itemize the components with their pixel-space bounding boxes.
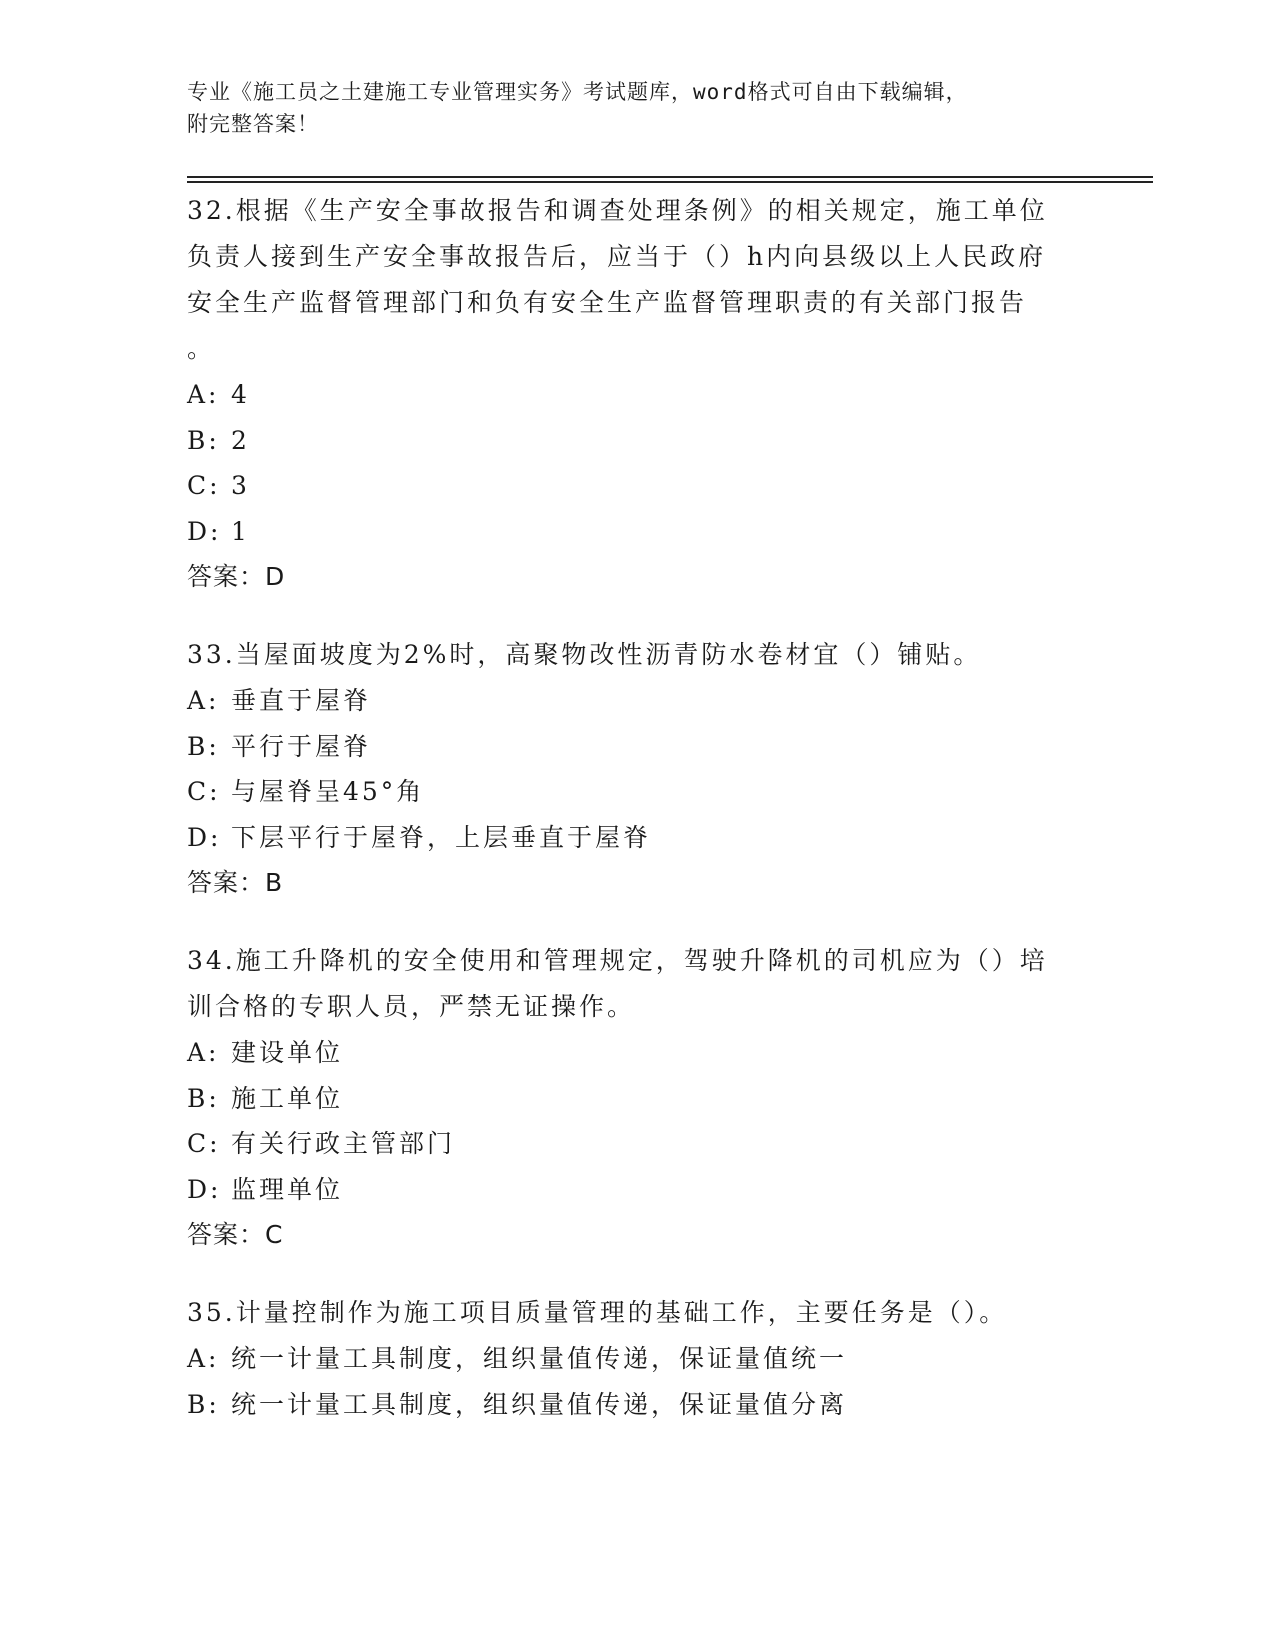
question-text-line: 。 <box>187 334 216 363</box>
option-key: D: <box>187 1174 222 1204</box>
option-b <box>187 1076 1087 1122</box>
option-text: 平行于屋脊 <box>231 731 372 761</box>
answer-line: 答案：B <box>187 868 284 897</box>
option-c <box>187 1121 1087 1167</box>
question-33 <box>187 632 1087 906</box>
option-text: 监理单位 <box>231 1174 344 1204</box>
option-key: C: <box>187 471 221 500</box>
question-35 <box>187 1290 1087 1427</box>
option-c <box>187 463 1087 509</box>
question-text-line: 训合格的专职人员，严禁无证操作。 <box>187 992 636 1021</box>
question-text-line: 32.根据《生产安全事故报告和调查处理条例》的相关规定，施工单位 <box>187 196 1048 225</box>
question-text-line: 33.当屋面坡度为2%时，高聚物改性沥青防水卷材宜（）铺贴。 <box>187 640 982 669</box>
option-text: 统一计量工具制度，组织量值传递，保证量值分离 <box>231 1389 848 1419</box>
option-key: A: <box>187 1344 220 1373</box>
option-key: B: <box>187 425 220 455</box>
option-text: 有关行政主管部门 <box>231 1129 456 1158</box>
header-line-2: 附完整答案！ <box>187 112 319 136</box>
header-line-1: 专业《施工员之土建施工专业管理实务》考试题库，word格式可自由下载编辑， <box>187 80 968 104</box>
option-a <box>187 1030 1087 1076</box>
option-text: 2 <box>231 425 250 455</box>
question-text-line: 35.计量控制作为施工项目质量管理的基础工作，主要任务是（）。 <box>187 1298 1008 1327</box>
option-text: 施工单位 <box>231 1083 344 1113</box>
question-text-line: 安全生产监督管理部门和负有安全生产监督管理职责的有关部门报告 <box>187 288 1028 317</box>
option-d <box>187 1167 1087 1213</box>
option-b <box>187 418 1087 464</box>
option-key: C: <box>187 1129 221 1158</box>
question-34 <box>187 938 1087 1258</box>
option-d <box>187 815 1087 861</box>
option-text: 与屋脊呈45°角 <box>231 777 425 806</box>
answer-line: 答案：C <box>187 1220 284 1249</box>
option-text: 统一计量工具制度，组织量值传递，保证量值统一 <box>231 1344 848 1373</box>
option-key: B: <box>187 731 220 761</box>
option-key: B: <box>187 1083 220 1113</box>
option-d <box>187 509 1087 555</box>
option-key: A: <box>187 380 220 409</box>
option-key: D: <box>187 516 222 546</box>
header-divider-bottom <box>187 181 1153 183</box>
question-text-line: 34.施工升降机的安全使用和管理规定，驾驶升降机的司机应为（）培 <box>187 946 1048 975</box>
option-b <box>187 1382 1087 1428</box>
option-b <box>187 724 1087 770</box>
option-key: D: <box>187 822 222 852</box>
option-text: 1 <box>231 516 250 546</box>
option-text: 下层平行于屋脊，上层垂直于屋脊 <box>231 822 652 852</box>
header-divider-top <box>187 176 1153 178</box>
option-a <box>187 678 1087 724</box>
document-header <box>187 76 1067 140</box>
option-key: C: <box>187 777 221 806</box>
question-list <box>187 188 1087 1459</box>
question-32 <box>187 188 1087 600</box>
option-text: 3 <box>231 471 250 500</box>
option-key: A: <box>187 686 220 715</box>
option-c <box>187 769 1087 815</box>
option-text: 垂直于屋脊 <box>231 686 372 715</box>
option-a <box>187 372 1087 418</box>
option-a <box>187 1336 1087 1382</box>
option-key: B: <box>187 1389 220 1419</box>
option-text: 4 <box>231 380 250 409</box>
option-text: 建设单位 <box>231 1038 344 1067</box>
answer-line: 答案：D <box>187 562 286 591</box>
question-text-line: 负责人接到生产安全事故报告后，应当于（）h内向县级以上人民政府 <box>187 242 1047 271</box>
option-key: A: <box>187 1038 220 1067</box>
